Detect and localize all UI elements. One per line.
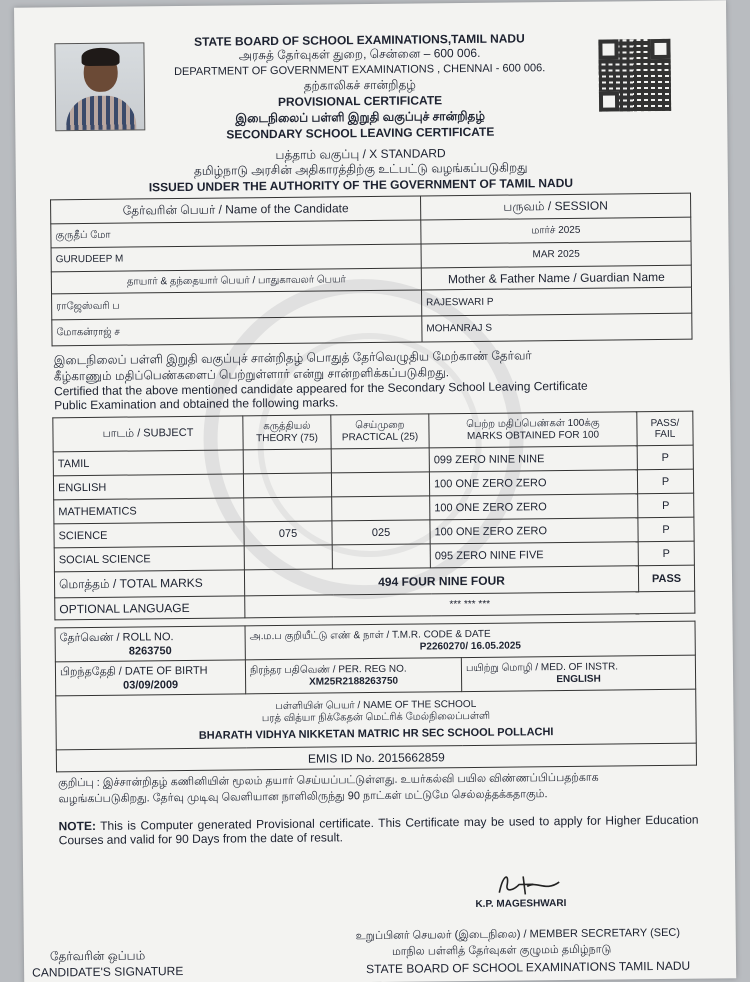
sslc-title-en: SECONDARY SCHOOL LEAVING CERTIFICATE	[226, 124, 495, 142]
theory-cell	[243, 449, 331, 474]
marks-table	[52, 411, 695, 621]
signature-mark	[493, 870, 563, 899]
roll-no-label: தேர்வெண் / ROLL NO.	[59, 630, 174, 644]
result-cell: P	[638, 493, 694, 518]
school-cell	[56, 689, 697, 750]
standard-label: பத்தாம் வகுப்பு / X STANDARD	[275, 146, 446, 162]
practical-header	[331, 414, 429, 449]
school-name-ta: பரத் வித்யா நிக்கேதன் மெட்ரிக் மேல்நிலைப்பள்ளி	[261, 710, 491, 724]
practical-cell	[332, 496, 430, 521]
subject-cell: MATHEMATICS	[54, 498, 244, 524]
result-cell: P	[638, 541, 694, 566]
theory-cell: 075	[244, 521, 332, 546]
dob-cell	[55, 660, 245, 696]
subject-header: பாடம் / SUBJECT	[53, 416, 243, 452]
fail-header: FAIL	[654, 428, 676, 440]
emis-id: EMIS ID No. 2015662859	[56, 743, 696, 772]
total-value: 494 FOUR NINE FOUR	[244, 566, 638, 596]
school-label: பள்ளியின் பெயர் / NAME OF THE SCHOOL	[275, 698, 477, 712]
medium-cell	[461, 655, 695, 691]
theory-cell	[243, 473, 331, 498]
name-en: GURUDEEP M	[51, 244, 421, 272]
roll-no-cell	[55, 626, 245, 662]
note-text: This is Computer generated Provisional certificate. This Certificate may be used to apply for Higher Education Courses and valid for 90 Days from the date of result.	[58, 812, 699, 848]
father-name-ta: மோகன்ராஜ் ச	[52, 316, 422, 346]
member-secretary: உறுப்பினர் செயலர் (இடைநிலை) / MEMBER SECRETARY (SEC)	[355, 926, 681, 943]
candidate-table	[50, 193, 693, 347]
parent-label-en: Mother & Father Name / Guardian Name	[421, 265, 691, 290]
sslc-title-ta: இடைநிலைப் பள்ளி இறுதி வகுப்புச் சான்றிதழ்	[235, 108, 486, 126]
parent-label-ta: தாயார் & தந்தையார் பெயர் / பாதுகாவலர் பெயர்	[51, 268, 421, 294]
obtained-cell: 100 ONE ZERO ZERO	[430, 494, 638, 520]
obtained-cell: 099 ZERO NINE NINE	[429, 446, 637, 472]
theory-cell	[244, 545, 332, 570]
tmr-cell	[245, 621, 695, 660]
signatory-name: K.P. MAGESHWARI	[475, 897, 567, 910]
obtained-header-en: MARKS OBTAINED FOR 100	[466, 429, 600, 443]
certificate-page	[14, 0, 736, 982]
reg-no-cell	[245, 658, 461, 694]
obtained-cell: 095 ZERO NINE FIVE	[430, 542, 638, 568]
session-label: பருவம் / SESSION	[421, 193, 691, 220]
medium-value: ENGLISH	[556, 673, 601, 686]
theory-header	[243, 415, 331, 450]
subject-cell: SCIENCE	[54, 522, 244, 548]
result-cell: P	[637, 445, 693, 470]
qr-code-icon	[598, 39, 671, 112]
dob-value: 03/09/2009	[123, 678, 179, 692]
mother-name-en: RAJESWARI P	[421, 287, 691, 316]
optional-language-label: OPTIONAL LANGUAGE	[55, 596, 245, 620]
pass-fail-header	[637, 411, 693, 446]
pass-header: PASS/	[650, 417, 680, 429]
certify-ta-1: இடைநிலைப் பள்ளி இறுதி வகுப்புச் சான்றிதழ் பொதுத் தேர்வெழுதிய மேற்காண் தேர்வர்	[53, 348, 532, 368]
obtained-cell: 100 ONE ZERO ZERO	[430, 518, 638, 544]
practical-cell	[331, 472, 429, 497]
note-label: NOTE:	[58, 818, 97, 834]
candidate-signature-ta: தேர்வரின் ஒப்பம்	[49, 948, 146, 964]
result-cell: P	[637, 469, 693, 494]
obtained-cell: 100 ONE ZERO ZERO	[429, 470, 637, 496]
provisional-title-en: PROVISIONAL CERTIFICATE	[277, 93, 443, 109]
board-footer-ta: மாநில பள்ளித் தேர்வுகள் குழுமம் தமிழ்நாடு	[391, 943, 612, 958]
name-ta: குருதீப் மோ	[51, 220, 421, 248]
total-label: மொத்தம் / TOTAL MARKS	[54, 570, 244, 598]
total-result: PASS	[638, 565, 694, 592]
result-cell: P	[638, 517, 694, 542]
dob-label: பிறந்ததேதி / DATE OF BIRTH	[59, 664, 208, 678]
school-name-en: BHARATH VIDHYA NIKKETAN MATRIC HR SEC SCHOOL POLLACHI	[198, 725, 554, 742]
session-ta: மார்ச் 2025	[421, 217, 691, 244]
certify-en-2: Public Examination and obtained the following marks.	[54, 395, 339, 413]
details-table	[55, 621, 697, 773]
session-en: MAR 2025	[421, 241, 691, 268]
mother-name-ta: ராஜேஸ்வரி ப	[52, 290, 422, 320]
practical-cell	[331, 448, 429, 473]
theory-header-ta: கருத்தியல்	[263, 420, 311, 433]
tmr-label: அ.ம.ப குறியீட்டு எண் & நாள் / T.M.R. CODE & DATE	[249, 628, 491, 643]
reg-no-value: XM25R2188263750	[309, 675, 399, 688]
subject-cell: TAMIL	[53, 450, 243, 476]
theory-cell	[244, 497, 332, 522]
board-title-ta: அரசுத் தேர்வுகள் துறை, சென்னை – 600 006.	[238, 45, 481, 63]
candidate-signature-en: CANDIDATE'S SIGNATURE	[32, 964, 184, 980]
certify-en-1: Certified that the above mentioned candidate appeared for the Secondary School Leaving Certificate	[53, 378, 588, 399]
note-ta-1: குறிப்பு : இச்சான்றிதழ் கணினியின் மூலம் தயார் செய்யப்பட்டுள்ளது. உயர்கல்வி பயில விண்ணப்பிப்பதற்காக	[58, 771, 599, 790]
provisional-title-ta: தற்காலிகச் சான்றிதழ்	[303, 77, 416, 93]
authority-en: ISSUED UNDER THE AUTHORITY OF THE GOVERNMENT OF TAMIL NADU	[148, 175, 574, 195]
theory-header-en: THEORY (75)	[256, 432, 319, 445]
practical-cell	[332, 544, 430, 569]
practical-cell: 025	[332, 520, 430, 545]
father-name-en: MOHANRAJ S	[422, 313, 692, 342]
reg-no-label: நிரந்தர பதிவெண் / PER. REG NO.	[249, 663, 407, 677]
practical-header-en: PRACTICAL (25)	[341, 431, 419, 444]
roll-no-value: 8263750	[128, 644, 172, 658]
department-title: DEPARTMENT OF GOVERNMENT EXAMINATIONS , CHENNAI - 600 006.	[174, 62, 546, 79]
obtained-header	[429, 412, 637, 448]
name-label: தேர்வரின் பெயர் / Name of the Candidate	[51, 196, 421, 224]
note-en	[59, 813, 699, 848]
subject-cell: ENGLISH	[53, 474, 243, 500]
practical-header-ta: செய்முறை	[355, 419, 405, 432]
tmr-value: P2260270/ 16.05.2025	[419, 640, 522, 653]
medium-label: பயிற்று மொழி / MED. OF INSTR.	[465, 661, 619, 675]
board-footer-en: STATE BOARD OF SCHOOL EXAMINATIONS TAMIL NADU	[366, 958, 691, 977]
optional-language-value: *** *** ***	[245, 591, 695, 618]
certify-ta-2: கீழ்காணும் மதிப்பெண்களைப் பெற்றுள்ளார் என்று சான்றளிக்கப்படுகிறது.	[53, 365, 450, 384]
authority-ta: தமிழ்நாடு அரசின் அதிகாரத்திற்கு உட்பட்டு வழங்கப்படுகிறது	[193, 160, 528, 178]
obtained-header-ta: பெற்ற மதிப்பெண்கள் 100க்கு	[466, 417, 600, 431]
subject-cell: SOCIAL SCIENCE	[54, 546, 244, 572]
candidate-photo	[54, 42, 145, 131]
board-title-en: STATE BOARD OF SCHOOL EXAMINATIONS,TAMIL NADU	[193, 31, 525, 49]
note-ta-2: வழங்கப்படுகிறது. தேர்வு முடிவு வெளியான நாளிலிருந்து 90 நாட்கள் மட்டுமே செல்லத்தக்கதாகும்.	[58, 788, 548, 806]
